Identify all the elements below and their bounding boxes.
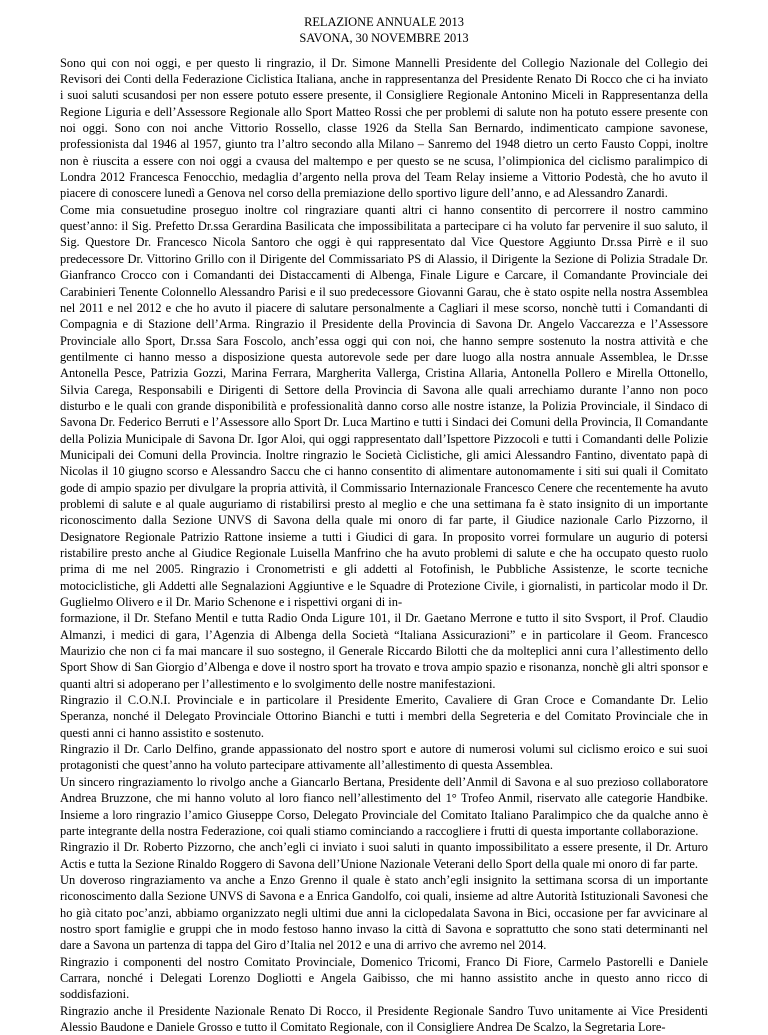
- document-title: RELAZIONE ANNUALE 2013: [304, 15, 464, 29]
- paragraph: Un sincero ringraziamento lo rivolgo anche a Giancarlo Bertana, Presidente dell’Anmil di Savona e al suo prezioso collaboratore Andrea Bruzzone, che mi hanno voluto al loro fianco nell’allestimento del 1° Trofeo Anmil, riservato alle categorie Handbike. Insieme a loro ringrazio l’amico Giuseppe Corso, Delegato Provinciale del Comitato Italiano Paralimpico che da qualche anno è parte integrante della nostra Federazione, coi quali stiamo cominciando a raccogliere i frutti di questa importante collaborazione.: [60, 774, 708, 838]
- paragraph: Come mia consuetudine proseguo inoltre col ringraziare quanti altri ci hanno consentito di percorrere il nostro cammino quest’anno: il Sig. Prefetto Dr.ssa Gerardina Basilicata che impossibilitata a partecipare ci ha voluto far pervenire il suo saluto, il Sig. Questore Dr. Francesco Nicola Santoro che oggi è qui rappresentato dal Vice Questore Aggiunto Dr.ssa Pirrè e il suo predecessore Dr. Vittorino Grillo con il Dirigente del Commissariato PS di Alassio, il Dirigente la Sezione di Polizia Stradale Dr. Gianfranco Crocco con i Comandanti dei Distaccamenti di Albenga, Finale Ligure e Carcare, il Comandante Provinciale dei Carabinieri Tenente Colonnello Alessandro Parisi e il suo predecessore Giovanni Garau, che è stato ospite nella nostra Assemblea nel 2011 e nel 2012 e che ho avuto il piacere di salutare personalmente a Cagliari il mese scorso, nonchè tutti i Comandanti di Compagnia e di Stazione dell’Arma. Ringrazio il Presidente della Provincia di Savona Dr. Angelo Vaccarezza e l’Assessore Provinciale allo Sport, Dr.ssa Sara Foscolo, anch’essa oggi qui con noi, che hanno sempre sostenuto la nostra attività e che gentilmente ci hanno messo a disposizione questa autorevole sede per dare luogo alla nostra annuale Assemblea, le Dr.sse Antonella Pesce, Patrizia Gozzi, Marina Ferrara, Margherita Vallerga, Cristina Allaria, Antonella Pollero e Mirella Ottonello, Silvia Carega, Responsabili e Dirigenti di Settore della Provincia di Savona alle quali arrechiamo durante l’anno non poco disturbo e le quali con grande disponibilità e professionalità danno corso alle nostre istanze, la Polizia Provinciale, il Sindaco di Savona Dr. Federico Berruti e l’Assessore allo Sport Dr. Luca Martino e tutti i Sindaci dei Comuni della Provincia, Il Comandante della Polizia Municipale di Savona Dr. Igor Aloi, qui oggi rappresentato dall’Ispettore Pizzocoli e tutti i Comandanti delle Polizie Municipali dei Comuni della Provincia. Inoltre ringrazio le Società Ciclistiche, gli amici Alessandro Fantino, diventato papà di Nicolas il 10 giugno scorso e Alessandro Saccu che ci hanno consentito di alimentare autonomamente i siti sui quali il Comitato gode di ampio spazio per divulgare la propria attività, il Commissario Internazionale Francesco Cenere che recentemente ha avuto problemi di salute e al quale auguriamo di ristabilirsi presto al meglio e che una settimana fa è stato insignito di un importante riconoscimento dalla Sezione UNVS di Savona della quale mi onoro di far parte, il Giudice nazionale Carlo Pizzorno, il Designatore Regionale Patrizio Rattone insieme a tutti i Giudici di gara. In proposito vorrei formulare un augurio di potersi ristabilire presto anche al Giudice Regionale Luisella Manfrino che ha avuto problemi di salute e che ha occupato questo ruolo prima di me nel 2005. Ringrazio i Cronometristi e gli addetti al Fotofinish, le Pubbliche Assistenze, le scorte tecniche motociclistiche, gli Addetti alle Segnalazioni Aggiuntive e le Squadre di Protezione Civile, i giornalisti, in particolar modo il Dr. Guglielmo Olivero e il Dr. Mario Schenone e i rispettivi organi di in-: [60, 202, 708, 610]
- paragraph: formazione, il Dr. Stefano Mentil e tutta Radio Onda Ligure 101, il Dr. Gaetano Merrone e tutto il sito Svsport, il Prof. Claudio Almanzi, i medici di gara, l’Agenzia di Albenga della Società “Italiana Assicurazioni” e in particolare il Geom. Francesco Maurizio che non ci fa mai mancare il suo sostegno, il Generale Riccardo Bilotti che da molteplici anni cura l’allestimento dello Sport Show di San Giorgio d’Albenga e dove il nostro sport ha trovato e trova ampio spazio e risonanza, nonchè gli altri sponsor e quanti altri si adoperano per l’allestimento e lo svolgimento delle nostre manifestazioni.: [60, 611, 708, 691]
- paragraph: Un doveroso ringraziamento va anche a Enzo Grenno il quale è stato anch’egli insignito la settimana scorsa di un importante riconoscimento dalla Sezione UNVS di Savona e a Enrica Gandolfo, coi quali, insieme ad altre Autorità Istituzionali Savonesi che ho già citato poc’anzi, abbiamo organizzato negli ultimi due anni la ciclopedalata Savona in Bici, occasione per far avvicinare al nostro sport famiglie e gruppi che in modo festoso hanno invaso la città di Savona e soprattutto che sono stati determinanti nel dare a Savona un partenza di tappa del Giro d’Italia nel 2012 e una di arrivo che avremo nel 2014.: [60, 872, 708, 953]
- paragraph: Ringrazio anche il Presidente Nazionale Renato Di Rocco, il Presidente Regionale Sandro Tuvo unitamente ai Vice Presidenti Alessio Baudone e Daniele Grosso e tutto il Comitato Regionale, con il Consigliere Andrea De Scalzo, la Segretaria Lore-: [60, 1003, 708, 1034]
- paragraph: Ringrazio il Dr. Roberto Pizzorno, che anch’egli ci inviato i suoi saluti in quanto impossibilitato a essere presente, il Dr. Arturo Actis e tutta la Sezione Rinaldo Roggero di Savona dell’Unione Nazionale Veterani dello Sport della quale mi onoro di far parte.: [60, 840, 708, 871]
- paragraph: Ringrazio i componenti del nostro Comitato Provinciale, Domenico Tricomi, Franco Di Fiore, Carmelo Pastorelli e Daniele Carrara, nonché i Delegati Lorenzo Dogliotti e Angela Gaibisso, che mi hanno assistito anche in questo anno ricco di soddisfazioni.: [60, 954, 708, 1002]
- document-page: [60, 14, 708, 1035]
- document-header: [60, 14, 708, 47]
- paragraph: Ringrazio il C.O.N.I. Provinciale e in particolare il Presidente Emerito, Cavaliere di Gran Croce e Comandante Dr. Lelio Speranza, nonché il Delegato Provinciale Ottorino Bianchi e tutti i membri della Segreteria e del Comitato Provinciale che in questi anni ci hanno assistito e sostenuto.: [60, 693, 708, 740]
- document-subtitle: SAVONA, 30 NOVEMBRE 2013: [299, 31, 469, 46]
- document-body: [60, 55, 708, 1035]
- paragraph: Sono qui con noi oggi, e per questo li ringrazio, il Dr. Simone Mannelli Presidente del Collegio Nazionale del Collegio dei Revisori dei Conti della Federazione Ciclistica Italiana, anche in rappresentanza del Presidente Renato Di Rocco che ci ha inviato i suoi saluti scusandosi per non essere potuto essere presente, il Consigliere Regionale Antonino Miceli in Rappresentanza della Regione Liguria e dell’Assessore Regionale allo Sport Matteo Rossi che per problemi di salute non ha potuto essere presente con noi oggi. Sono con noi anche Vittorio Rossello, classe 1926 da Stella San Bernardo, indimenticato campione savonese, professionista dal 1946 al 1957, giunto tra l’altro secondo alla Milano – Sanremo del 1948 dietro un certo Fausto Coppi, inoltre non è riuscita a essere con noi oggi a cvausa del maltempo e per questo se ne scusa, l’olimpionica del ciclismo paralimpico di Londra 2012 Francesca Fenocchio, medaglia d’argento nella prova del Team Relay insieme a Vittorio Podestà, che ho avuto il piacere di conoscere lunedì a Genova nel corso della premiazione dello sportivo ligure dell’anno, e ad Alessandro Zanardi.: [60, 55, 708, 201]
- paragraph: Ringrazio il Dr. Carlo Delfino, grande appassionato del nostro sport e autore di numerosi volumi sul ciclismo eroico e sui suoi protagonisti che quest’anno ha voluto partecipare attivamente all’allestimento di questa Assemblea.: [60, 742, 708, 773]
